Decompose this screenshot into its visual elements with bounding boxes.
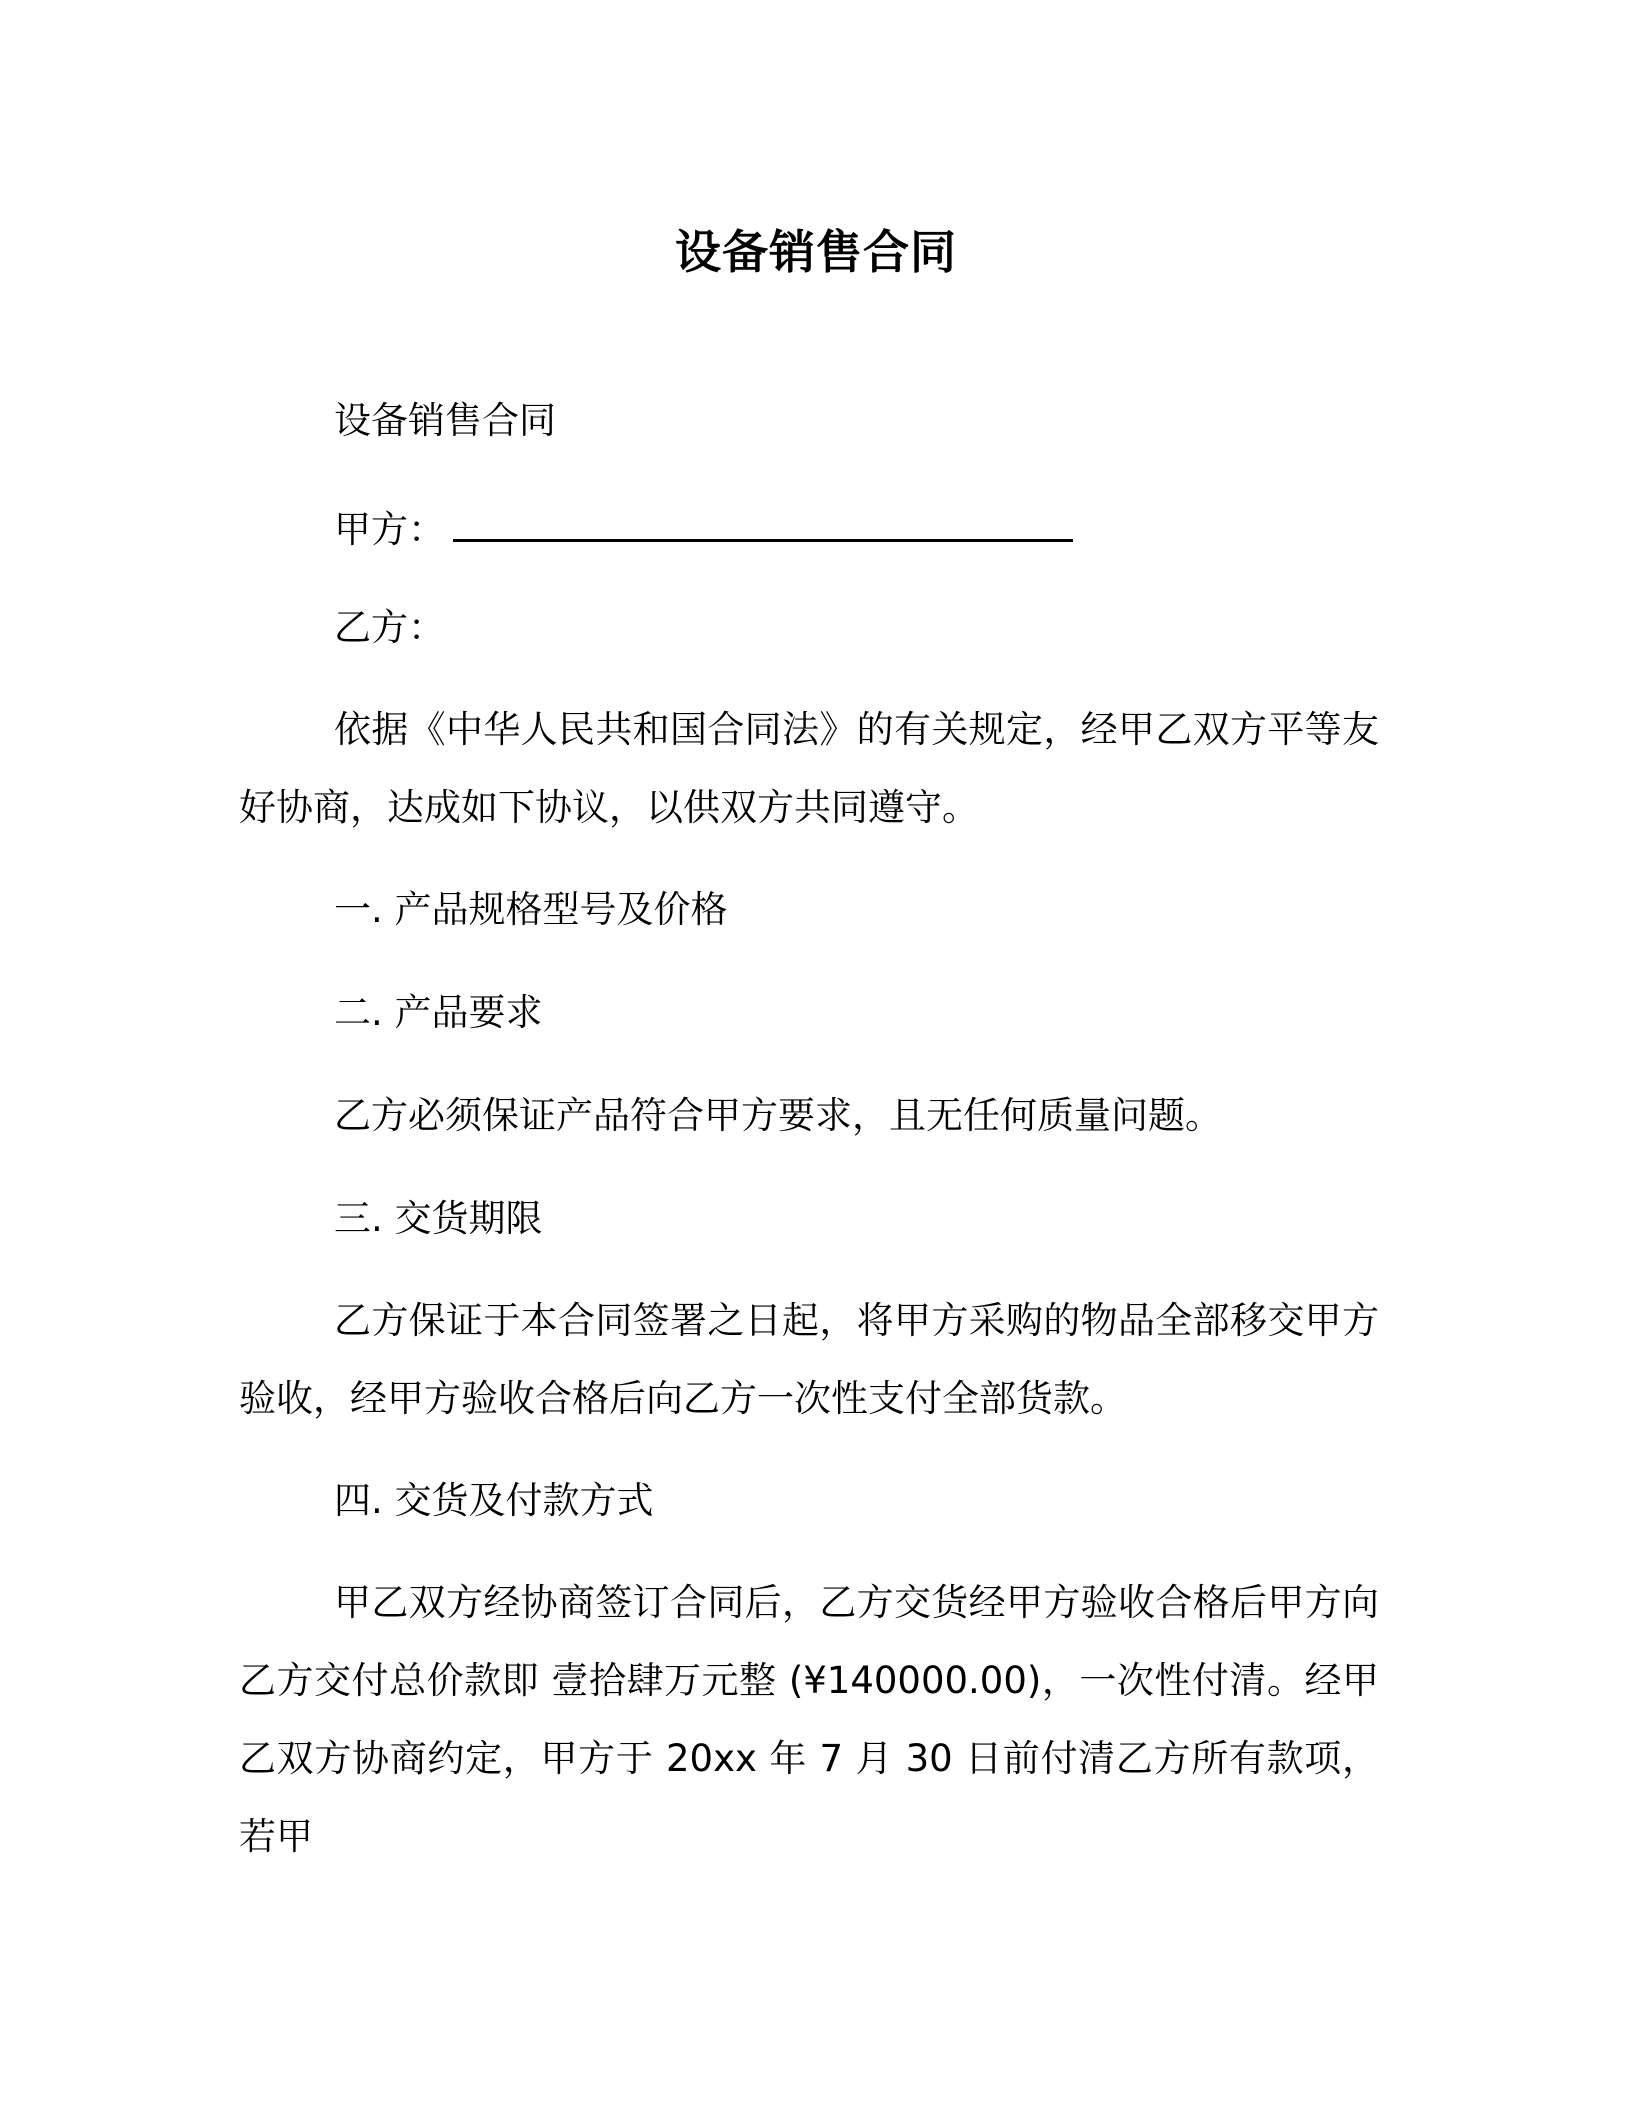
section-3-body: 乙方保证于本合同签署之日起，将甲方采购的物品全部移交甲方验收，经甲方验收合格后向乙方一次性支付全部货款。: [239, 1299, 1379, 1420]
section-3-heading: 三. 交货期限: [334, 1197, 543, 1240]
section-1-heading: 一. 产品规格型号及价格: [334, 888, 728, 931]
document-title: 设备销售合同: [675, 225, 957, 279]
section-2-heading: 二. 产品要求: [334, 991, 543, 1034]
party-a-line: [334, 505, 1073, 555]
section-2-body: 乙方必须保证产品符合甲方要求，且无任何质量问题。: [334, 1094, 1222, 1137]
intro-paragraph: 依据《中华人民共和国合同法》的有关规定，经甲乙双方平等友好协商，达成如下协议，以供双方共同遵守。: [239, 708, 1379, 829]
document-subtitle: 设备销售合同: [334, 399, 556, 442]
section-4-heading: 四. 交货及付款方式: [334, 1479, 654, 1522]
section-4-body: 甲乙双方经协商签订合同后，乙方交货经甲方验收合格后甲方向乙方交付总价款即 壹拾肆万元整 (¥140000.00)，一次性付清。经甲乙双方协商约定，甲方于 20xx 年 7 月 30 日前付清乙方所有款项，若甲: [239, 1581, 1379, 1858]
party-b-label: 乙方：: [334, 606, 445, 649]
party-a-label: 甲方：: [334, 508, 445, 551]
party-a-blank: [453, 509, 1073, 542]
